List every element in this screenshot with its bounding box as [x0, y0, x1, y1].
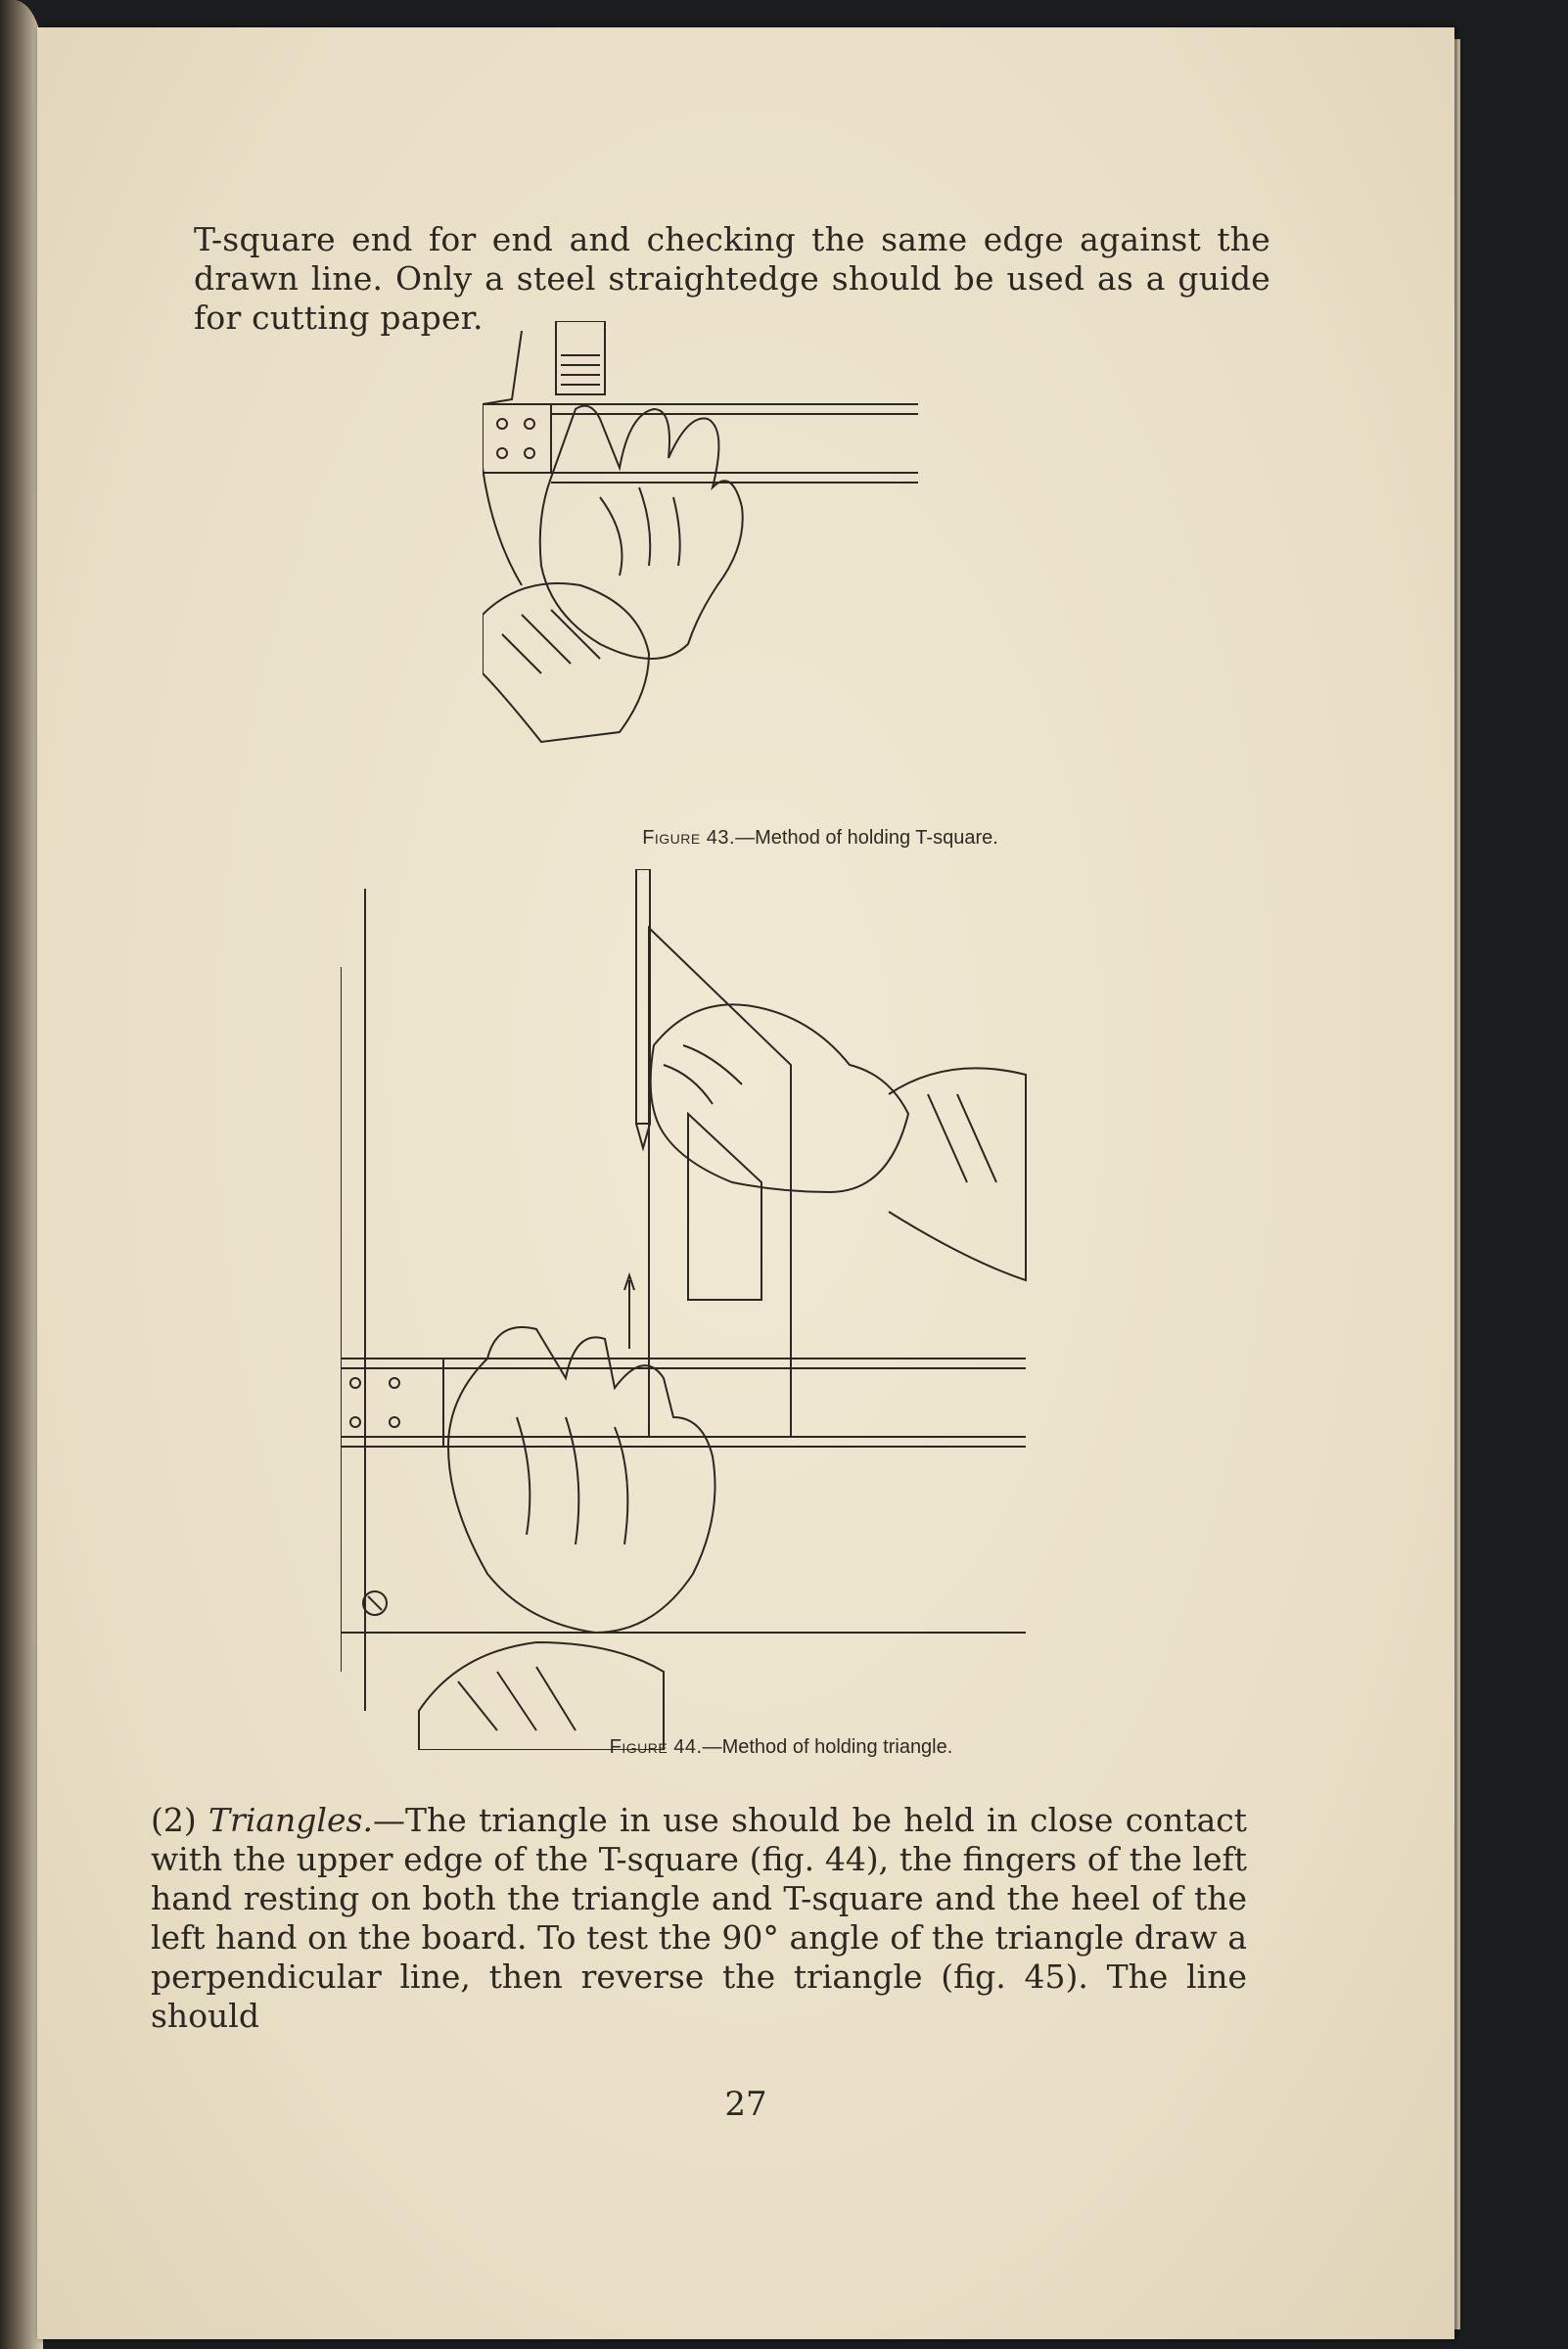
figure-44-label: Figure 44.: [609, 1736, 703, 1758]
book-page: [37, 27, 1454, 2339]
figure-44-caption: [155, 1736, 1407, 1759]
figure-44-caption-text: —Method of holding triangle.: [702, 1736, 953, 1758]
figure-43-caption-text: —Method of holding T-square.: [735, 827, 998, 849]
figure-44-illustration: [341, 869, 1084, 1750]
page-number: 27: [724, 2085, 767, 2124]
triangles-paragraph: [151, 1801, 1247, 2036]
figure-43-illustration: [483, 321, 972, 810]
figure-43-caption: [194, 827, 1447, 850]
paragraph-body: —The triangle in use should be held in close contact with the upper edge of the T-square (fig. 44), the fingers of the left hand resting on both the triangle and T-square and the heel of the left hand on the board. To test the 90° angle of the triangle draw a perpendicular line, then reverse the triangle (fig. 45). The line should: [151, 1801, 1248, 2035]
paragraph-number: (2): [151, 1801, 209, 1839]
paragraph-title: Triangles.: [208, 1801, 373, 1839]
top-paragraph: T-square end for end and checking the same edge against the drawn line. Only a steel straightedge should be used as a guide for cutting paper.: [194, 220, 1270, 337]
figure-43-label: Figure 43.: [642, 827, 736, 849]
